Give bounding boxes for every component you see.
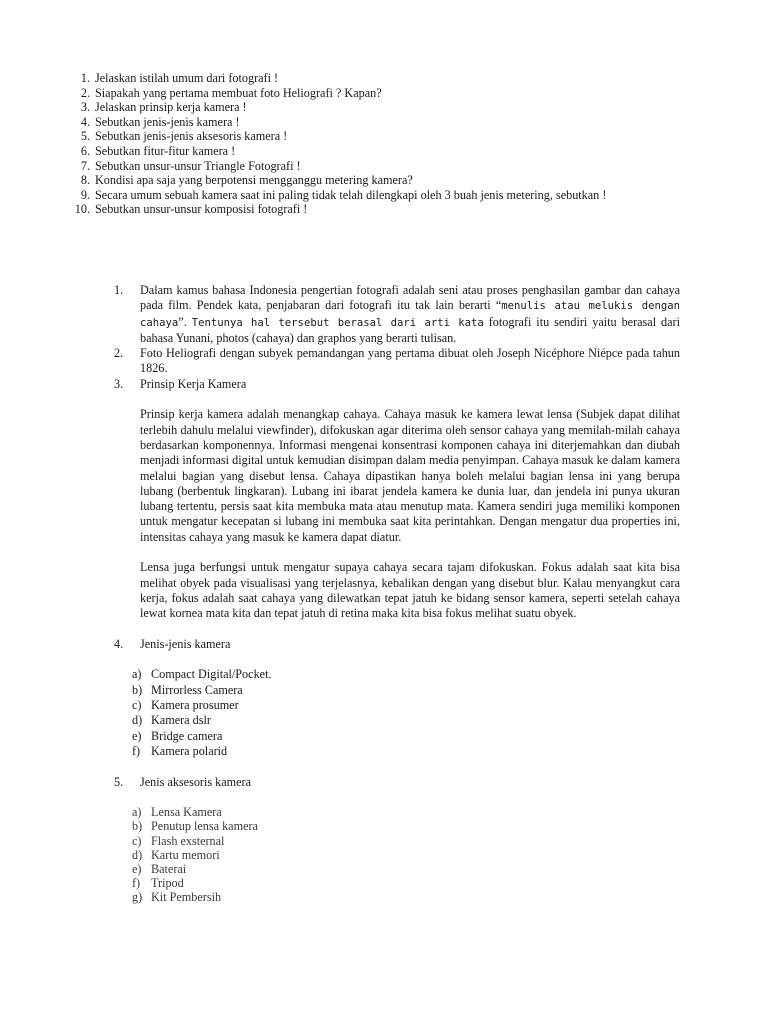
answer-text-part: ”. xyxy=(178,314,192,329)
answer-list xyxy=(108,283,680,905)
list-letter: f) xyxy=(132,876,141,891)
list-item xyxy=(132,834,680,848)
list-letter: d) xyxy=(132,713,143,728)
question-item xyxy=(62,100,702,115)
answer-text-mono: menulis atau melukis dengan cahaya xyxy=(140,300,680,329)
list-letter: b) xyxy=(132,819,143,834)
answer-text: Foto Heliografi dengan subyek pemandangan yang pertama dibuat oleh Joseph Nicéphore Niépce pada tahun 1826. xyxy=(140,346,680,376)
answer-item-2 xyxy=(108,346,680,377)
answer-number: 1. xyxy=(114,283,124,297)
answer-body xyxy=(140,775,680,790)
list-item xyxy=(132,848,680,862)
question-text: Siapakah yang pertama membuat foto Heliografi ? Kapan? xyxy=(95,85,382,100)
list-item xyxy=(132,698,680,713)
list-text: Compact Digital/Pocket. xyxy=(151,667,272,682)
list-item xyxy=(132,862,680,876)
answer-text-mono: Tentunya hal tersebut berasal dari arti kata xyxy=(191,316,484,329)
question-number: 8. xyxy=(80,173,90,188)
camera-type-list xyxy=(132,667,680,759)
list-text: Kartu memori xyxy=(151,847,220,862)
list-item xyxy=(132,805,680,819)
list-text: Tripod xyxy=(151,876,184,891)
list-text: Kamera polarid xyxy=(151,743,228,758)
list-item xyxy=(132,876,680,890)
question-item xyxy=(62,188,702,203)
list-text: Mirrorless Camera xyxy=(151,682,243,697)
list-item xyxy=(132,667,680,682)
list-item xyxy=(132,819,680,833)
list-letter: d) xyxy=(132,847,143,862)
list-text: Lensa Kamera xyxy=(151,805,222,820)
answer-body xyxy=(140,637,680,652)
question-number: 3. xyxy=(80,100,90,115)
question-item xyxy=(62,115,702,130)
list-text: Bridge camera xyxy=(151,728,223,743)
question-item xyxy=(62,86,702,101)
list-letter: c) xyxy=(132,833,142,848)
answer-item-3 xyxy=(108,377,680,622)
question-number: 7. xyxy=(80,158,90,173)
answer-title: Prinsip Kerja Kamera xyxy=(140,376,247,391)
answer-item-4 xyxy=(108,637,680,652)
question-text: Kondisi apa saja yang berpotensi mengganggu metering kamera? xyxy=(95,173,413,188)
question-item xyxy=(62,71,702,86)
list-item xyxy=(132,729,680,744)
list-text: Flash exsternal xyxy=(151,833,225,848)
answer-number: 2. xyxy=(114,346,124,361)
list-letter: e) xyxy=(132,861,142,876)
list-letter: a) xyxy=(132,805,142,820)
answer-item-1 xyxy=(108,283,680,346)
list-text: Kamera prosumer xyxy=(151,698,239,713)
list-text: Penutup lensa kamera xyxy=(151,819,258,834)
list-item xyxy=(132,713,680,728)
answer-paragraph: Lensa juga berfungsi untuk mengatur supaya cahaya secara tajam difokuskan. Fokus adalah saat kita bisa melihat obyek pada visualisasi yang terjelasnya, kebalikan dengan yang disebut blur. Kalau menyangkut cara kerja, fokus adalah saat cahaya yang dilewatkan tepat jatuh ke bidang sensor kamera, seperti setelah cahaya lewat kornea mata kita dan tepat jatuh di retina maka kita bisa fokus melihat suatu obyek. xyxy=(140,560,680,621)
answer-body xyxy=(140,377,680,622)
question-text: Secara umum sebuah kamera saat ini paling tidak telah dilengkapi oleh 3 buah jenis metering, sebutkan ! xyxy=(95,187,607,202)
question-item xyxy=(62,173,702,188)
answer-text-part: fotografi itu sendiri yaitu berasal dari bahasa Yunani, photos (cahaya) dan graphos yang berarti tulisan. xyxy=(140,314,680,345)
answer-number: 5. xyxy=(114,774,124,789)
answer-number: 4. xyxy=(114,636,124,651)
list-letter: a) xyxy=(132,667,142,682)
question-text: Jelaskan prinsip kerja kamera ! xyxy=(95,100,247,115)
question-number: 2. xyxy=(80,85,90,100)
question-text: Sebutkan jenis-jenis kamera ! xyxy=(95,114,240,129)
question-number: 6. xyxy=(80,143,90,158)
question-list xyxy=(62,71,702,217)
question-item xyxy=(62,129,702,144)
question-number: 5. xyxy=(80,129,90,144)
list-letter: f) xyxy=(132,743,141,758)
answer-item-5 xyxy=(108,775,680,790)
answer-number: 3. xyxy=(114,376,124,391)
question-item xyxy=(62,202,702,217)
answer-title: Jenis aksesoris kamera xyxy=(140,774,252,789)
list-text: Kamera dslr xyxy=(151,713,211,728)
question-number: 4. xyxy=(80,114,90,129)
question-item xyxy=(62,144,702,159)
list-text: Kit Pembersih xyxy=(151,890,222,905)
question-text: Sebutkan jenis-jenis aksesoris kamera ! xyxy=(95,129,288,144)
question-text: Sebutkan fitur-fitur kamera ! xyxy=(95,143,236,158)
question-text: Jelaskan istilah umum dari fotografi ! xyxy=(95,71,279,85)
list-letter: g) xyxy=(132,890,143,905)
accessory-list xyxy=(132,805,680,904)
list-letter: c) xyxy=(132,698,142,713)
question-item xyxy=(62,159,702,174)
list-item xyxy=(132,744,680,759)
list-text: Baterai xyxy=(151,861,187,876)
answer-text xyxy=(140,283,680,346)
answer-title: Jenis-jenis kamera xyxy=(140,636,231,651)
answer-paragraph: Prinsip kerja kamera adalah menangkap cahaya. Cahaya masuk ke kamera lewat lensa (Subjek dapat dilihat terlebih dahulu melalui viewfinder), difokuskan agar diterima oleh sensor cahaya yang memilah-milah cahaya berdasarkan komponennya. Informasi mengenai konsentrasi komponen cahaya ini diterjemahkan dan diubah menjadi informasi digital untuk kemudian disimpan dalam media penyimpan. Cahaya masuk ke dalam kamera melalui bagian yang disebut lensa. Cahaya dipastikan hanya boleh melalui bagian lensa ini yang berupa lubang (berbentuk lingkaran). Lubang ini ibarat jendela kamera ke dunia luar, dan jendela ini punya ukuran lubang tertentu, persis saat kita membuka mata atau menutup mata. Kamera sendiri juga memiliki komponen untuk mengatur kecepatan si lubang ini membuka saat kita perintahkan. Dengan mengatur dua properties ini, intensitas cahaya yang masuk ke kamera dapat diatur. xyxy=(140,407,680,544)
question-number: 1. xyxy=(80,71,90,85)
question-text: Sebutkan unsur-unsur Triangle Fotografi ! xyxy=(95,158,301,173)
question-number: 10. xyxy=(74,202,90,217)
list-letter: b) xyxy=(132,682,143,697)
question-number: 9. xyxy=(80,187,90,202)
list-item xyxy=(132,890,680,904)
list-item xyxy=(132,683,680,698)
list-letter: e) xyxy=(132,728,142,743)
question-text: Sebutkan unsur-unsur komposisi fotografi ! xyxy=(95,202,308,217)
answer-text-part: Dalam kamus bahasa Indonesia pengertian fotografi adalah seni atau proses penghasilan gambar dan cahaya pada film. Pendek kata, penjabaran dari fotografi itu tak lain berarti “ xyxy=(140,283,680,313)
